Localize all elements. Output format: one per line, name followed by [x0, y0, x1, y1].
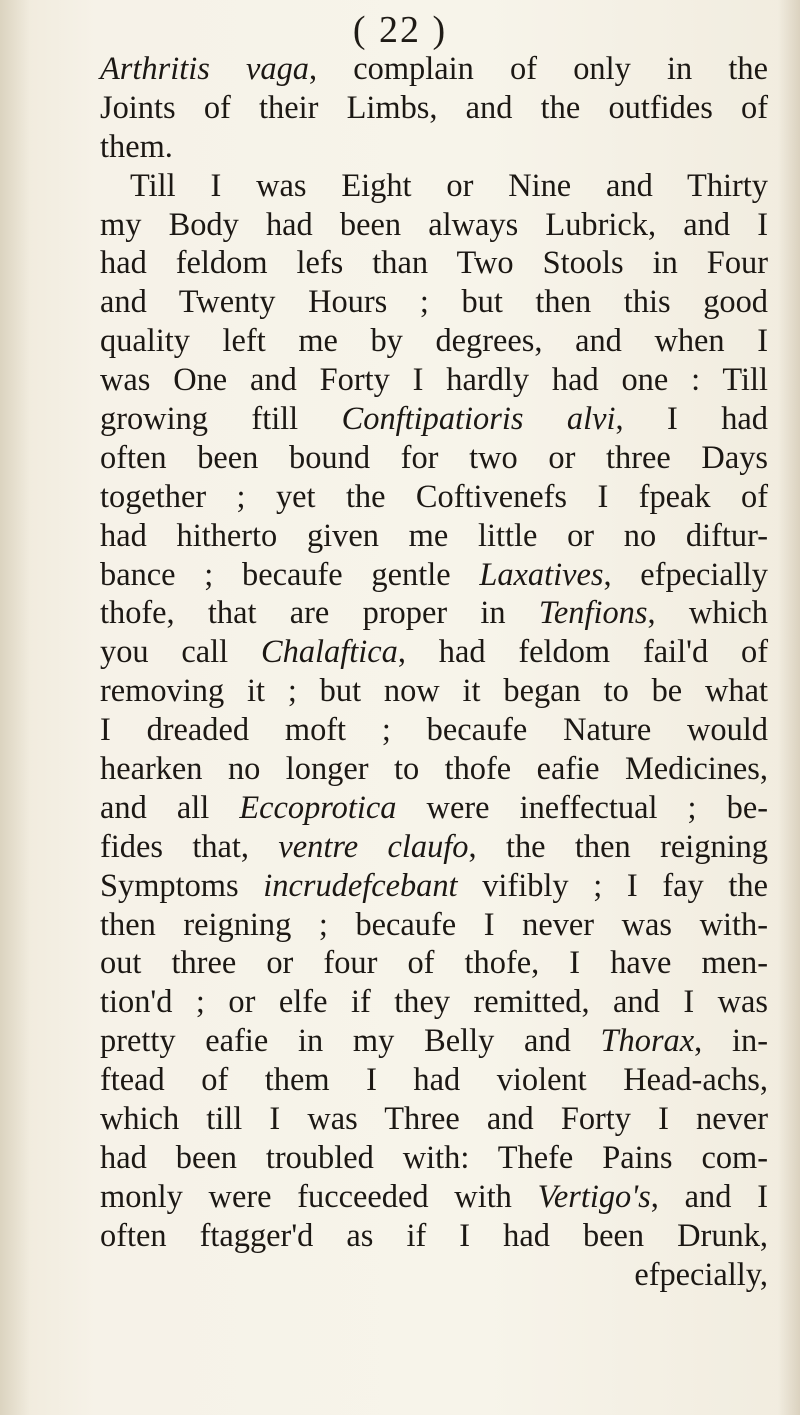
text-line: Till I was Eight or Nine and Thirty	[130, 167, 768, 204]
text-line: and Twenty Hours ; but then this good	[100, 284, 768, 321]
body-text	[100, 50, 768, 1295]
text-line: out three or four of thofe, I have men-	[100, 945, 768, 982]
text-line: was One and Forty I hardly had one : Till	[100, 362, 768, 399]
text-line: had feldom lefs than Two Stools in Four	[100, 245, 768, 282]
text-line: monly were fucceeded with Vertigo's, and I	[100, 1178, 768, 1215]
text-line: Arthritis vaga, complain of only in the	[100, 51, 768, 87]
text-line: often ftagger'd as if I had been Drunk,	[100, 1217, 768, 1254]
text-line: my Body had been always Lubrick, and I	[100, 206, 768, 243]
text-line: had been troubled with: Thefe Pains com-	[100, 1139, 768, 1176]
text-line: pretty eafie in my Belly and Thorax, in-	[100, 1023, 768, 1060]
text-line: ftead of them I had violent Head-achs,	[100, 1062, 768, 1099]
text-line: then reigning ; becaufe I never was with-	[100, 906, 768, 943]
text-line: which till I was Three and Forty I never	[100, 1101, 768, 1138]
text-line: thofe, that are proper in Tenfions, which	[100, 595, 768, 632]
page-number: ( 22 )	[352, 9, 448, 51]
text-line: quality left me by degrees, and when I	[100, 323, 768, 360]
text-line: growing ftill Conftipatioris alvi, I had	[100, 401, 768, 438]
text-line: had hitherto given me little or no diftur-	[100, 517, 768, 554]
text-line: you call Chalaftica, had feldom fail'd of	[100, 634, 768, 671]
page-gutter-shadow	[0, 0, 30, 1415]
text-line: Symptoms incrudefcebant vifibly ; I fay the	[100, 867, 768, 904]
text-line: tion'd ; or elfe if they remitted, and I was	[100, 984, 768, 1021]
text-line: removing it ; but now it began to be what	[100, 673, 768, 710]
text-line: hearken no longer to thofe eafie Medicines,	[100, 751, 768, 788]
page-edge-shadow	[778, 0, 800, 1415]
catchword: efpecially,	[634, 1256, 768, 1293]
text-line: and all Eccoprotica were ineffectual ; be-	[100, 789, 769, 826]
text-line: Joints of their Limbs, and the outfides of	[100, 89, 768, 126]
text-line: them.	[100, 128, 173, 165]
text-line: fides that, ventre claufo, the then reigning	[100, 828, 769, 865]
text-line: together ; yet the Coftivenefs I fpeak of	[100, 478, 768, 515]
text-line: bance ; becaufe gentle Laxatives, efpecially	[100, 556, 768, 593]
text-line: often been bound for two or three Days	[100, 439, 768, 476]
text-line: I dreaded moft ; becaufe Nature would	[100, 712, 768, 749]
